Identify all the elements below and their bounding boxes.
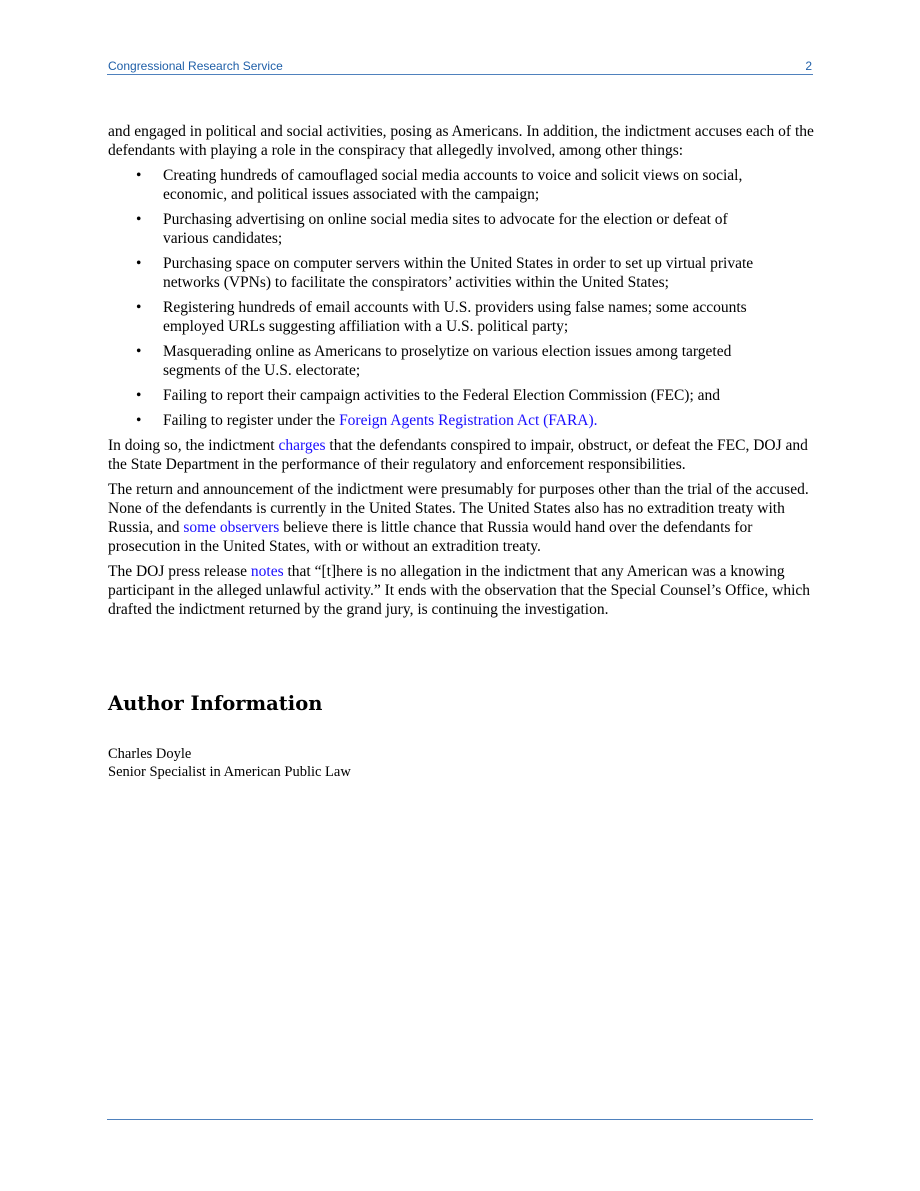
charges-link[interactable]: charges	[278, 437, 326, 454]
bullet-icon: •	[136, 211, 142, 228]
list-item: • Failing to register under the Foreign Agents Registration Act (FARA).	[136, 412, 598, 429]
author-information-heading: Author Information	[108, 692, 323, 715]
page-header	[107, 58, 813, 75]
author-title: Senior Specialist in American Public Law	[108, 764, 351, 780]
header-organization: Congressional Research Service	[108, 59, 283, 73]
fara-link[interactable]: Foreign Agents Registration Act (FARA).	[339, 412, 598, 429]
bullet-icon: •	[136, 299, 142, 316]
list-item: • Creating hundreds of camouflaged social media accounts to voice and solicit views on social, economic, and political issues associated with the campaign;	[136, 167, 743, 203]
conspiracy-activities-list	[108, 166, 814, 430]
bullet-icon: •	[136, 343, 142, 360]
bullet-icon: •	[136, 167, 142, 184]
bullet-icon: •	[136, 412, 142, 429]
footer-divider	[107, 1119, 813, 1120]
charges-paragraph: In doing so, the indictment charges that the defendants conspired to impair, obstruct, or defeat the FEC, DOJ and the State Department in the performance of their regulatory and enforcement responsibilities.	[108, 437, 808, 473]
list-item: • Purchasing space on computer servers within the United States in order to set up virtual private networks (VPNs) to facilitate the conspirators’ activities within the United States;	[136, 255, 754, 291]
list-item: • Failing to report their campaign activities to the Federal Election Commission (FEC); and	[136, 387, 721, 404]
list-item: • Masquerading online as Americans to proselytize on various election issues among targeted segments of the U.S. electorate;	[136, 343, 732, 379]
bullet-icon: •	[136, 255, 142, 272]
some-observers-link[interactable]: some observers	[183, 519, 280, 536]
list-item: • Purchasing advertising on online social media sites to advocate for the election or defeat of various candidates;	[136, 211, 728, 247]
extradition-paragraph: The return and announcement of the indictment were presumably for purposes other than the trial of the accused. None of the defendants is currently in the United States. The United States also has no extradition treaty with Russia, and some observers believe there is little chance that Russia would hand over the defendants for prosecution in the United States, with or without an extradition treaty.	[108, 481, 809, 555]
author-name: Charles Doyle	[108, 746, 192, 762]
notes-link[interactable]: notes	[250, 563, 284, 580]
bullet-icon: •	[136, 387, 142, 404]
intro-paragraph: and engaged in political and social activities, posing as Americans. In addition, the indictment accuses each of the defendants with playing a role in the conspiracy that allegedly involved, among other things:	[108, 123, 814, 159]
press-release-paragraph: The DOJ press release notes that “[t]here is no allegation in the indictment that any American was a knowing participant in the alleged unlawful activity.” It ends with the observation that the Special Counsel’s Office, which drafted the indictment returned by the grand jury, is continuing the investigation.	[108, 563, 811, 618]
document-body	[108, 122, 814, 625]
list-item: • Registering hundreds of email accounts with U.S. providers using false names; some accounts employed URLs suggesting affiliation with a U.S. political party;	[136, 299, 747, 335]
page-number: 2	[805, 59, 812, 73]
author-block	[108, 745, 351, 781]
